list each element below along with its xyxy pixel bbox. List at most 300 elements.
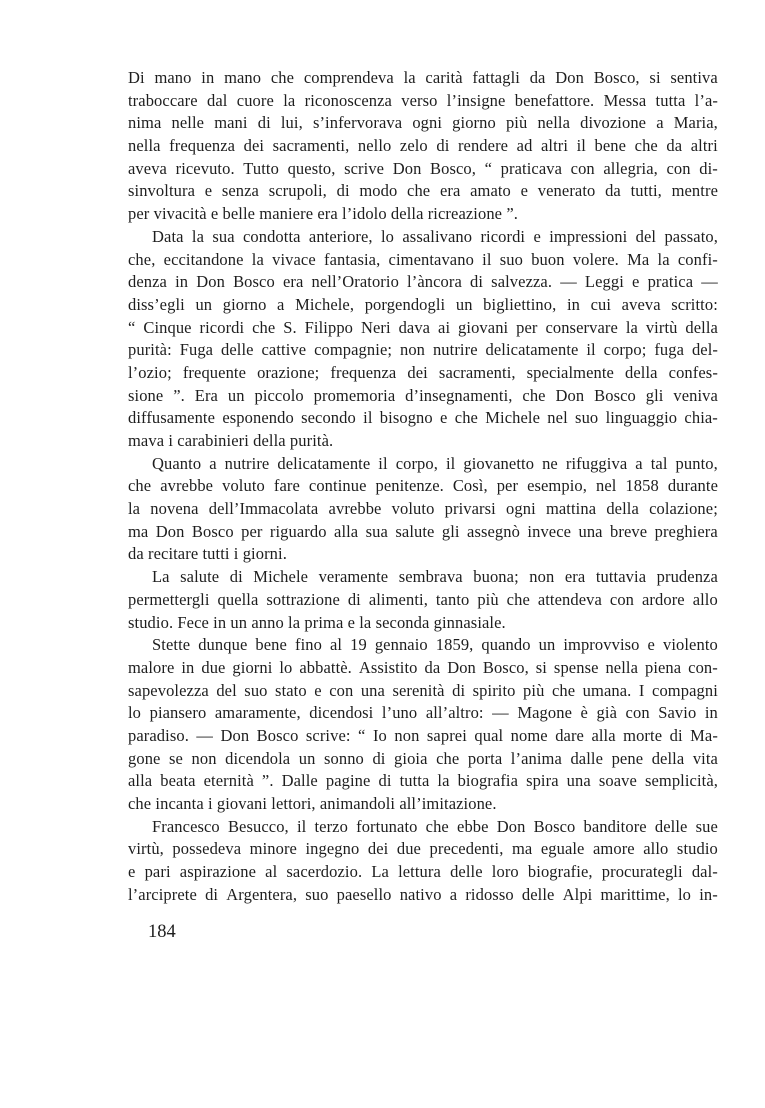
word: fuga <box>654 340 685 360</box>
word: — <box>196 725 214 745</box>
word: senza <box>221 181 259 201</box>
word: ma <box>511 839 533 859</box>
word: La <box>152 567 170 587</box>
word: condotta <box>242 226 301 246</box>
text-line <box>152 453 718 476</box>
word: prudenza <box>656 567 718 587</box>
word: privarsi <box>444 499 496 519</box>
word: fare <box>273 476 300 496</box>
word: un <box>455 294 473 314</box>
text-line <box>128 589 718 612</box>
word: sacramenti, <box>272 136 350 156</box>
word: la <box>625 317 638 337</box>
word: Don <box>155 521 185 541</box>
word: esempio, <box>527 476 587 496</box>
word: di <box>669 725 683 745</box>
word: paradiso. <box>128 725 189 745</box>
word: porta <box>467 748 503 768</box>
word: salute <box>395 521 435 541</box>
word: tuttavia <box>595 567 647 587</box>
word: dicendola <box>225 748 291 768</box>
word: sottrazione <box>266 589 340 609</box>
word: il <box>586 340 596 360</box>
word: sonno <box>323 748 364 768</box>
word: con <box>329 680 354 700</box>
word: scritto: <box>671 294 718 314</box>
word: di <box>257 113 271 133</box>
word: Così, <box>452 476 488 496</box>
paragraph <box>128 67 718 226</box>
word: violento <box>662 635 718 655</box>
word: Bosco <box>533 816 576 836</box>
word: e <box>533 226 541 246</box>
word: a <box>635 453 643 473</box>
word: alimenti, <box>368 589 428 609</box>
word: passato, <box>664 226 718 246</box>
word: bene <box>255 635 287 655</box>
word: al <box>265 862 278 882</box>
word: fantasia, <box>323 249 381 269</box>
word: pari <box>144 862 171 882</box>
word: di <box>372 748 386 768</box>
word: Quanto <box>152 453 202 473</box>
word: di- <box>699 158 718 178</box>
text-line <box>128 294 718 317</box>
paragraph <box>128 226 718 453</box>
word: Magone <box>517 703 572 723</box>
word: frequenza <box>330 362 397 382</box>
word: che <box>407 181 431 201</box>
word: e <box>128 862 136 882</box>
word: a <box>656 113 664 133</box>
word: amato <box>470 181 511 201</box>
word: per <box>496 476 519 496</box>
word: la <box>251 249 264 269</box>
word: Era <box>194 385 218 405</box>
word: impressioni <box>549 226 628 246</box>
word: breve <box>610 521 648 541</box>
word: “ <box>484 158 493 178</box>
word: Leggi <box>584 272 624 292</box>
word: sinvoltura <box>128 181 195 201</box>
word: invece <box>527 521 572 541</box>
word: per <box>516 317 538 337</box>
word: biografia <box>457 771 519 791</box>
text-line <box>128 135 718 158</box>
text-line <box>128 770 718 793</box>
word: in <box>704 703 718 723</box>
text-line <box>128 317 718 340</box>
word: scrive: <box>305 725 351 745</box>
word: scrive <box>344 158 385 178</box>
word: venerato <box>537 181 596 201</box>
word: I <box>638 680 645 700</box>
word: marittime, <box>600 884 670 904</box>
word: suo <box>499 249 523 269</box>
word: Bosco <box>256 725 299 745</box>
text-line <box>128 271 718 294</box>
word: buon <box>531 249 565 269</box>
word: pene <box>611 748 644 768</box>
word: bisogno <box>379 408 433 428</box>
word: gli <box>645 385 664 405</box>
word: giorno <box>222 294 267 314</box>
word: della <box>685 317 718 337</box>
word: precedenti, <box>429 839 504 859</box>
word: virtù <box>645 317 678 337</box>
text-line <box>128 385 718 408</box>
word: non <box>394 725 420 745</box>
word: che <box>634 136 658 156</box>
word: tanto <box>435 589 470 609</box>
text-line <box>128 112 718 135</box>
word: Bosco <box>191 521 234 541</box>
word: minore <box>249 839 297 859</box>
word: ricevuto. <box>175 158 235 178</box>
word: beata <box>160 771 196 791</box>
word: piansero <box>149 703 207 723</box>
word: sembrava <box>398 567 463 587</box>
word: lo <box>677 884 692 904</box>
word: novena <box>150 499 199 519</box>
word: mano <box>224 68 262 87</box>
word: tutta <box>655 90 686 110</box>
word: assegnò <box>467 521 520 541</box>
text-line <box>128 680 718 703</box>
word: delicatamente <box>485 340 579 360</box>
word: quando <box>481 635 531 655</box>
word: vita <box>692 748 718 768</box>
word: cui <box>590 294 612 314</box>
word: l’uno <box>381 703 418 723</box>
word: del <box>216 680 237 700</box>
word: delicatamente <box>277 453 371 473</box>
page-number: 184 <box>148 922 176 942</box>
word: pratica <box>647 272 694 292</box>
word: ridosso <box>465 884 514 904</box>
word: non <box>399 340 426 360</box>
word: dare <box>555 725 584 745</box>
word: improvviso <box>563 635 640 655</box>
word: giorno <box>452 113 496 133</box>
word: sue <box>695 816 718 836</box>
word: e <box>632 272 640 292</box>
word: praticava <box>500 158 563 178</box>
word: lettura <box>398 862 441 882</box>
text-line <box>128 861 718 884</box>
word: malore <box>128 657 175 677</box>
word: di <box>347 589 361 609</box>
word: era <box>282 272 304 292</box>
page-text <box>128 67 718 906</box>
word: secondo <box>301 408 356 428</box>
word: ardore <box>641 589 685 609</box>
text-line <box>128 407 718 430</box>
word: l’insigne <box>446 90 506 110</box>
word: Fuga <box>179 340 214 360</box>
word: carità <box>425 68 463 87</box>
word: scrupoli, <box>268 181 327 201</box>
word: possedeva <box>172 839 242 859</box>
text-line <box>152 634 718 657</box>
text-line <box>128 521 718 544</box>
text-line <box>128 748 718 771</box>
word: penitenze. <box>375 476 444 496</box>
word: più <box>477 589 499 609</box>
word: Bosco, <box>430 158 477 178</box>
word: di <box>378 771 392 791</box>
word: a <box>209 453 217 473</box>
word: nello <box>357 136 392 156</box>
word: colazione; <box>649 499 718 519</box>
word: con <box>666 158 691 178</box>
word: che <box>506 589 530 609</box>
word: fattagli <box>472 68 520 87</box>
word: soave <box>598 771 637 791</box>
word: bigliettino, <box>483 294 557 314</box>
word: non <box>529 567 555 587</box>
word: giovani <box>458 317 509 337</box>
word: la <box>437 771 450 791</box>
word: dalle <box>570 748 604 768</box>
word: cimentavano <box>388 249 474 269</box>
word: all’altro: <box>425 703 484 723</box>
word: abbattè. <box>299 657 352 677</box>
word: gioia <box>394 748 428 768</box>
word: rifuggiva <box>565 453 628 473</box>
word: un <box>298 748 316 768</box>
word: stato <box>275 680 307 700</box>
word: nome <box>510 725 548 745</box>
word: punto, <box>675 453 718 473</box>
word: una <box>360 680 385 700</box>
word: Ma- <box>690 725 718 745</box>
word: che <box>270 68 295 87</box>
word: avrebbe <box>328 499 382 519</box>
word: lo <box>381 226 395 246</box>
word: modo <box>359 181 398 201</box>
word: che, <box>128 249 156 269</box>
word: che <box>436 748 460 768</box>
word: suo <box>244 680 268 700</box>
word: Assistito <box>358 657 418 677</box>
word: che <box>252 317 276 337</box>
word: avrebbe <box>160 476 214 496</box>
word: studio <box>676 839 718 859</box>
word: era <box>564 567 586 587</box>
word: sione <box>128 385 164 405</box>
word: Bosco <box>233 272 275 292</box>
word: salute <box>180 567 220 587</box>
word: frequente <box>182 362 247 382</box>
word: aveva <box>621 294 661 314</box>
word: suo <box>575 408 599 428</box>
word: nella <box>537 113 571 133</box>
word: — <box>560 272 577 292</box>
word: ingegno <box>305 839 360 859</box>
word: di <box>205 884 219 904</box>
word: da <box>424 657 441 677</box>
word: La <box>371 862 389 882</box>
word: voluto <box>391 499 435 519</box>
text-line <box>128 339 718 362</box>
word: paesello <box>336 884 392 904</box>
word: Bosco, <box>593 68 640 87</box>
word: Tutto <box>243 158 279 178</box>
text-line <box>128 249 718 272</box>
text-line <box>152 816 718 839</box>
word: traboccare <box>128 90 198 110</box>
word: dei <box>367 839 389 859</box>
word: che <box>551 680 576 700</box>
word: buona; <box>473 567 519 587</box>
word: — <box>492 703 509 723</box>
word: l’arciprete <box>128 884 197 904</box>
text-line <box>128 475 718 498</box>
word: compagni <box>652 680 718 700</box>
word: di <box>229 567 243 587</box>
word: è <box>580 703 588 723</box>
word: rendere <box>457 136 509 156</box>
word: salvezza. <box>491 272 553 292</box>
paragraph <box>128 566 718 634</box>
word: “ <box>358 725 366 745</box>
word: fino <box>294 635 322 655</box>
word: porgendogli <box>364 294 446 314</box>
word: ma <box>128 521 149 541</box>
word: ai <box>438 317 451 337</box>
word: virtù, <box>128 839 164 859</box>
word: ogni <box>412 113 443 133</box>
word: la <box>657 249 670 269</box>
text-line <box>128 725 718 748</box>
word: la <box>403 68 416 87</box>
word: due <box>396 839 421 859</box>
word: cattive <box>261 340 307 360</box>
word: nelle <box>171 113 205 133</box>
word: da <box>666 136 683 156</box>
word: delle <box>521 884 555 904</box>
word: amaramente, <box>214 703 301 723</box>
word: l’ozio; <box>128 362 172 382</box>
word: procurategli <box>601 862 683 882</box>
word: orazione; <box>257 362 320 382</box>
word: una <box>578 521 603 541</box>
word: terzo <box>314 816 348 836</box>
word: a <box>277 294 285 314</box>
word: alla <box>128 771 153 791</box>
text-line <box>128 498 718 521</box>
word: biografie, <box>527 862 593 882</box>
word: per <box>241 521 263 541</box>
word: sapevolezza <box>128 680 209 700</box>
word: 19 <box>350 635 367 655</box>
word: dunque <box>198 635 248 655</box>
word: il <box>482 249 492 269</box>
word: Data <box>152 226 184 246</box>
word: morte <box>623 725 663 745</box>
text-line <box>128 158 718 181</box>
word: anteriore, <box>308 226 373 246</box>
word: verso <box>401 90 438 110</box>
word: nutrire <box>224 453 270 473</box>
word: Messa <box>603 90 647 110</box>
word: alla <box>334 521 359 541</box>
word: Io <box>372 725 387 745</box>
word: nima <box>128 113 162 133</box>
word: e <box>314 680 322 700</box>
word: linguaggio <box>605 408 678 428</box>
word: giovanetto <box>463 453 535 473</box>
word: veniva <box>673 385 718 405</box>
text-line: che incanta i giovani lettori, animandoli all’imitazione. <box>128 794 497 813</box>
word: della <box>606 499 639 519</box>
word: confi- <box>677 249 718 269</box>
word: spirito <box>472 680 516 700</box>
word: s’infervorava <box>312 113 403 133</box>
word: un <box>195 294 213 314</box>
paragraph <box>128 816 718 907</box>
word: eguale <box>540 839 585 859</box>
text-line <box>128 362 718 385</box>
word: permettergli <box>128 589 210 609</box>
text-line <box>128 180 718 203</box>
text-line <box>152 566 718 589</box>
word: che <box>522 385 546 405</box>
word: nutrire <box>432 340 478 360</box>
word: Neri <box>360 317 391 337</box>
word: della <box>651 748 685 768</box>
word: lui, <box>280 113 303 133</box>
word: nell’Oratorio <box>311 272 399 292</box>
word: questo, <box>287 158 336 178</box>
word: mano <box>154 68 192 87</box>
word: Besucco, <box>227 816 289 836</box>
word: volere. <box>572 249 619 269</box>
text-line <box>128 90 718 113</box>
word: sua <box>365 521 388 541</box>
word: eternità <box>203 771 254 791</box>
word: del <box>635 226 657 246</box>
word: diffusamente <box>128 408 216 428</box>
word: promemoria <box>313 385 396 405</box>
word: Don <box>196 272 225 292</box>
word: continue <box>308 476 367 496</box>
word: nella <box>128 136 161 156</box>
word: l’anima <box>510 748 562 768</box>
word: al <box>329 635 343 655</box>
word: altri <box>540 136 569 156</box>
word: nella <box>605 657 639 677</box>
word: e <box>204 181 213 201</box>
word: dei <box>243 136 265 156</box>
word: mentre <box>671 181 718 201</box>
word: in- <box>699 884 718 904</box>
word: da <box>529 68 546 87</box>
word: più <box>505 113 528 133</box>
word: Don <box>392 158 422 178</box>
word: Don <box>555 68 584 87</box>
word: sacerdozio. <box>286 862 363 882</box>
word: “ <box>128 317 136 337</box>
word: denza <box>128 272 167 292</box>
word: si <box>649 68 661 87</box>
word: Don <box>555 385 585 405</box>
word: gennaio <box>374 635 428 655</box>
word: spira <box>526 771 559 791</box>
word: aspirazione <box>179 862 257 882</box>
word: Michele <box>485 408 541 428</box>
